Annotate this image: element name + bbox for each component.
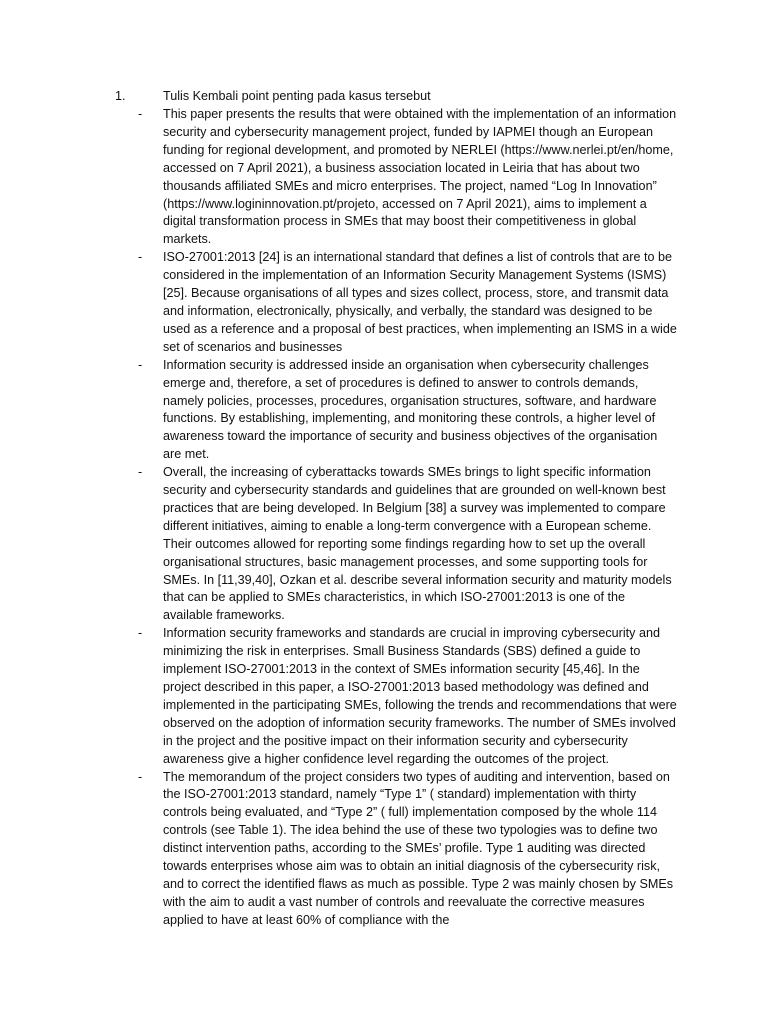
bullet-item: [138, 357, 678, 464]
bullet-item: [138, 464, 678, 625]
bullet-dash: -: [138, 465, 143, 480]
bullet-dash: -: [138, 769, 143, 784]
bullet-dash: -: [138, 107, 143, 121]
bullet-dash: -: [138, 250, 143, 265]
bullet-text: This paper presents the results that were obtained with the implementation of an information security and cybersecurity management project, funded by IAPMEI though an European funding for regional development, and promoted by NERLEI (https://www.nerlei.pt/en/home, accessed on 7 April 2021), a business association located in Leiria that has about two thousands affiliated SMEs and micro enterprises. The project, named “Log In Innovation” (https://www.logininnovation.pt/projeto, accessed on 7 April 2021), aims to implement a digital transformation process in SMEs that may boost their competitiveness in global markets.: [163, 107, 677, 247]
bullet-dash: -: [138, 357, 143, 372]
bullet-text: ISO-27001:2013 [24] is an international standard that defines a list of controls that are to be considered in the implementation of an Information Security Management Systems (ISMS) [25]. Because organisations of all types and sizes collect, process, store, and transmit data and information, electronically, physically, and verbally, the standard was designed to be used as a reference and a proposal of best practices, when implementing an ISMS in a wide set of scenarios and businesses: [163, 250, 677, 354]
bullet-text: Information security is addressed inside an organisation when cybersecurity challenges emerge and, therefore, a set of procedures is defined to answer to controls demands, namely policies, processes, procedures, organisation structures, software, and hardware functions. By establishing, implementing, and monitoring these controls, a higher level of awareness toward the importance of security and business objectives of the organisation are met.: [163, 357, 658, 462]
bullet-list: [138, 106, 678, 930]
bullet-text: Overall, the increasing of cyberattacks towards SMEs brings to light specific information security and cybersecurity standards and guidelines that are grounded on well-known best practices that are being developed. In Belgium [38] a survey was implemented to compare different initiatives, aiming to enable a long-term convergence with a European scheme. Their outcomes allowed for reporting some findings regarding how to set up the overall organisational structures, basic management processes, and some supporting tools for SMEs. In [11,39,40], Ozkan et al. describe several information security and maturity models that can be applied to SMEs characteristics, in which ISO-27001:2013 is one of the available frameworks.: [163, 465, 672, 623]
bullet-dash: -: [138, 626, 143, 641]
bullet-item: [138, 249, 678, 356]
heading-number: 1.: [115, 89, 126, 103]
heading-text: Tulis Kembali point penting pada kasus tersebut: [163, 89, 431, 103]
bullet-item: [138, 625, 678, 768]
bullet-item: [138, 769, 678, 930]
numbered-heading: [115, 88, 675, 106]
bullet-text: Information security frameworks and standards are crucial in improving cybersecurity and minimizing the risk in enterprises. Small Business Standards (SBS) defined a guide to implement ISO-27001:2013 in the context of SMEs information security [45,46]. In the project described in this paper, a ISO-27001:2013 based methodology was defined and implemented in the participating SMEs, following the trends and recommendations that were observed on the adoption of information security frameworks. The number of SMEs involved in the project and the positive impact on their information security and cybersecurity awareness give a higher confidence level regarding the outcomes of the project.: [163, 626, 677, 766]
bullet-item: [138, 106, 678, 249]
bullet-text: The memorandum of the project considers two types of auditing and intervention, based on the ISO-27001:2013 standard, namely “Type 1” ( standard) implementation with thirty controls being evaluated, and “Type 2” ( full) implementation composed by the whole 114 controls (see Table 1). The idea behind the use of these two typologies was to define two distinct intervention paths, according to the SMEs’ profile. Type 1 auditing was directed towards enterprises whose aim was to obtain an initial diagnosis of the cybersecurity risk, and to correct the identified flaws as much as possible. Type 2 was mainly chosen by SMEs with the aim to audit a vast number of controls and reevaluate the corrective measures applied to have at least 60% of compliance with the: [163, 769, 674, 927]
